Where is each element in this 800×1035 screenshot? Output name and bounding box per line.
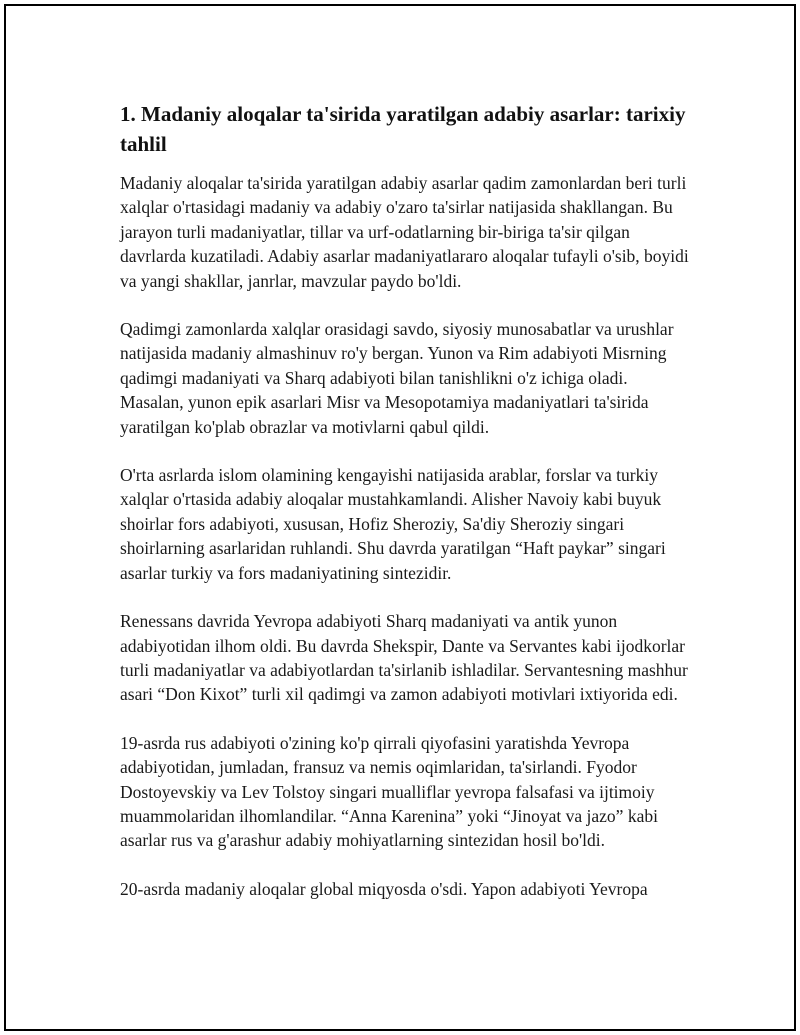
page-frame [4,4,796,1031]
paragraph-2: Qadimgi zamonlarda xalqlar orasidagi savdo, siyosiy munosabatlar va urushlar natijasida madaniy almashinuv ro'y bergan. Yunon va Rim adabiyoti Misrning qadimgi madaniyati va Sharq adabiyoti bilan tanishlikni o'z ichiga oladi. Masalan, yunon epik asarlari Misr va Mesopotamiya madaniyatlari ta'sirida yaratilgan ko'plab obrazlar va motivlarni qabul qildi. [120,319,674,437]
paragraph-3: O'rta asrlarda islom olamining kengayishi natijasida arablar, forslar va turkiy xalqlar o'rtasida adabiy aloqalar mustahkamlandi. Alisher Navoiy kabi buyuk shoirlar fors adabiyoti, xususan, Hofiz Sheroziy, Sa'diy Sheroziy singari shoirlarning asarlaridan ruhlandi. Shu davrda yaratilgan “Haft paykar” singari asarlar turkiy va fors madaniyatining sintezidir. [120,465,666,583]
paragraph-6: 20-asrda madaniy aloqalar global miqyosda o'sdi. Yapon adabiyoti Yevropa [120,878,648,899]
paragraph-5: 19-asrda rus adabiyoti o'zining ko'p qirrali qiyofasini yaratishda Yevropa adabiyotidan, jumladan, fransuz va nemis oqimlaridan, ta'sirlandi. Fyodor Dostoyevskiy va Lev Tolstoy singari mualliflar yevropa falsafasi va ijtimoiy muammolaridan ilhomlandilar. “Anna Karenina” yoki “Jinoyat va jazo” kabi asarlar rus va g'arashur adabiy mohiyatlarning sintezidan hosil bo'ldi. [120,732,658,851]
paragraph-1: Madaniy aloqalar ta'sirida yaratilgan adabiy asarlar qadim zamonlardan beri turli xalqlar o'rtasidagi madaniy va adabiy o'zaro ta'sirlar natijasida shakllangan. Bu jarayon turli madaniyatlar, tillar va urf-odatlarning bir-biriga ta'sir qilgan davrlarda kuzatiladi. Adabiy asarlar madaniyatlararo aloqalar tufayli o'sib, boyidi va yangi shakllar, janrlar, mavzular paydo bo'ldi. [120,173,689,291]
paragraph-4: Renessans davrida Yevropa adabiyoti Sharq madaniyati va antik yunon adabiyotidan ilhom oldi. Bu davrda Shekspir, Dante va Servantes kabi ijodkorlar turli madaniyatlar va adabiyotlardan ta'sirlanib ishladilar. Servantesning mashhur asari “Don Kixot” turli xil qadimgi va zamon adabiyoti motivlari ixtiyorida edi. [120,611,688,705]
document-body [120,99,695,925]
document-title: 1. Madaniy aloqalar ta'sirida yaratilgan adabiy asarlar: tarixiy tahlil [120,102,686,156]
